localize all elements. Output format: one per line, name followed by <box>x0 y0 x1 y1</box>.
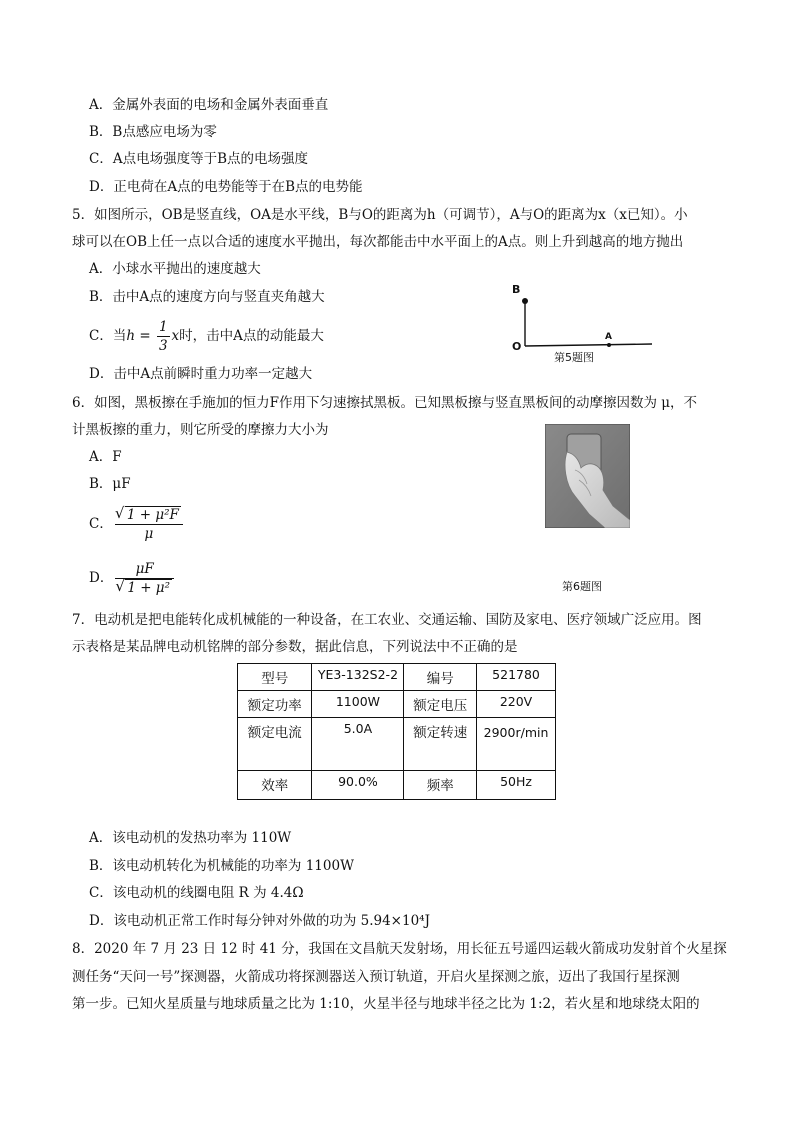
table-cell: 频率 <box>404 771 477 800</box>
table-row <box>238 771 556 800</box>
fraction-numerator: μF <box>115 560 174 579</box>
q4-option-d: D．正电荷在A点的电势能等于在B点的电势能 <box>89 179 363 195</box>
q5-option-c-eq: = <box>135 328 155 344</box>
fig5-label-o: O <box>512 340 522 353</box>
fig5-label-b: B <box>512 283 521 296</box>
q5-option-c-fraction <box>157 318 170 355</box>
table-cell: 521780 <box>477 664 556 691</box>
table-cell: 额定功率 <box>238 691 312 718</box>
fraction-denominator: 3 <box>158 338 168 354</box>
table-cell: 效率 <box>238 771 312 800</box>
fig5-label-a: A <box>605 332 612 342</box>
table-cell: 型号 <box>238 664 312 691</box>
q4-option-c: C．A点电场强度等于B点的电场强度 <box>89 151 308 167</box>
q6-stem-line2: 计黑板擦的重力，则它所受的摩擦力大小为 <box>72 422 329 438</box>
table-cell: 220V <box>477 691 556 718</box>
q6-figure-photo <box>545 424 630 528</box>
q6-option-d-label: D． <box>89 570 114 586</box>
q6-option-b: B．μF <box>89 476 131 492</box>
table-cell: 2900r/min <box>477 718 556 771</box>
q8-stem-line3: 第一步。已知火星质量与地球质量之比为 1:10，火星半径与地球半径之比为 1:2，若火星和地球绕太阳的 <box>72 996 700 1012</box>
q6-option-c-label: C． <box>89 516 113 532</box>
table-cell: 90.0% <box>312 771 404 800</box>
q5-option-c-h: h <box>126 328 136 344</box>
q8-stem-line1: 8．2020 年 7 月 23 日 12 时 41 分，我国在文昌航天发射场，用长征五号遥四运载火箭成功发射首个火星探 <box>72 941 727 957</box>
table-cell: 50Hz <box>477 771 556 800</box>
table-cell: 额定电压 <box>404 691 477 718</box>
q6-option-c <box>89 506 185 543</box>
table-cell: YE3-132S2-2 <box>312 664 404 691</box>
q8-stem-line2: 测任务“天问一号”探测器，火箭成功将探测器送入预订轨道，开启火星探测之旅，迈出了我国行星探测 <box>72 969 680 985</box>
q5-stem-line1: 5．如图所示，OB是竖直线，OA是水平线，B与O的距离为h（可调节），A与O的距离为x（x已知）。小 <box>72 207 688 223</box>
q6-stem-line1: 6．如图，黑板擦在手施加的恒力F作用下匀速擦拭黑板。已知黑板擦与竖直黑板间的动摩擦因数为 μ，不 <box>72 395 698 411</box>
q5-option-d: D．击中A点前瞬时重力功率一定越大 <box>89 366 313 382</box>
oa-horizontal-line <box>525 344 652 346</box>
table-cell: 1100W <box>312 691 404 718</box>
point-b-dot <box>522 298 528 304</box>
q5-option-c <box>89 318 324 355</box>
q6-option-a: A．F <box>89 449 122 465</box>
table-row <box>238 664 556 691</box>
q7-option-c: C．该电动机的线圈电阻 R 为 4.4Ω <box>89 885 304 901</box>
fraction-denominator: μ <box>144 526 154 542</box>
fig5-caption: 第5题图 <box>554 351 594 364</box>
q5-option-c-suffix: 时，击中A点的动能最大 <box>179 328 324 344</box>
q7-option-d: D．该电动机正常工作时每分钟对外做的功为 5.94×10⁴J <box>89 913 430 929</box>
q7-stem-line1: 7．电动机是把电能转化成机械能的一种设备，在工农业、交通运输、国防及家电、医疗领域广泛应用。图 <box>72 612 702 628</box>
q5-option-b: B．击中A点的速度方向与竖直夹角越大 <box>89 289 325 305</box>
table-cell: 编号 <box>404 664 477 691</box>
q4-option-b: B．B点感应电场为零 <box>89 124 217 140</box>
q6-option-d-fraction <box>115 560 174 597</box>
table-cell: 额定电流 <box>238 718 312 771</box>
q4-option-a: A．金属外表面的电场和金属外表面垂直 <box>89 97 329 113</box>
fraction-numerator: 1 <box>158 319 168 335</box>
q5-option-a: A．小球水平抛出的速度越大 <box>89 261 261 277</box>
q5-option-c-prefix: C．当 <box>89 328 127 344</box>
table-row <box>238 718 556 771</box>
fraction-denominator: 1 + μ² <box>127 580 170 596</box>
fig6-caption: 第6题图 <box>562 580 602 593</box>
q7-option-a: A．该电动机的发热功率为 110W <box>89 830 292 846</box>
table-row <box>238 691 556 718</box>
q5-stem-line2: 球可以在OB上任一点以合适的速度水平抛出，每次都能击中水平面上的A点。则上升到越高的地方抛出 <box>72 234 684 250</box>
table-cell: 5.0A <box>312 718 404 771</box>
table-cell: 额定转速 <box>404 718 477 771</box>
q7-option-b: B．该电动机转化为机械能的功率为 1100W <box>89 858 354 874</box>
q7-stem-line2: 示表格是某品牌电动机铭牌的部分参数，据此信息，下列说法中不正确的是 <box>72 639 518 655</box>
q5-option-c-x: x <box>171 328 180 344</box>
q6-option-d <box>89 560 176 597</box>
q6-option-c-fraction <box>115 506 183 543</box>
point-a-dot <box>607 343 611 347</box>
fraction-numerator: 1 + μ²F <box>126 507 179 523</box>
motor-nameplate-table <box>237 663 556 800</box>
